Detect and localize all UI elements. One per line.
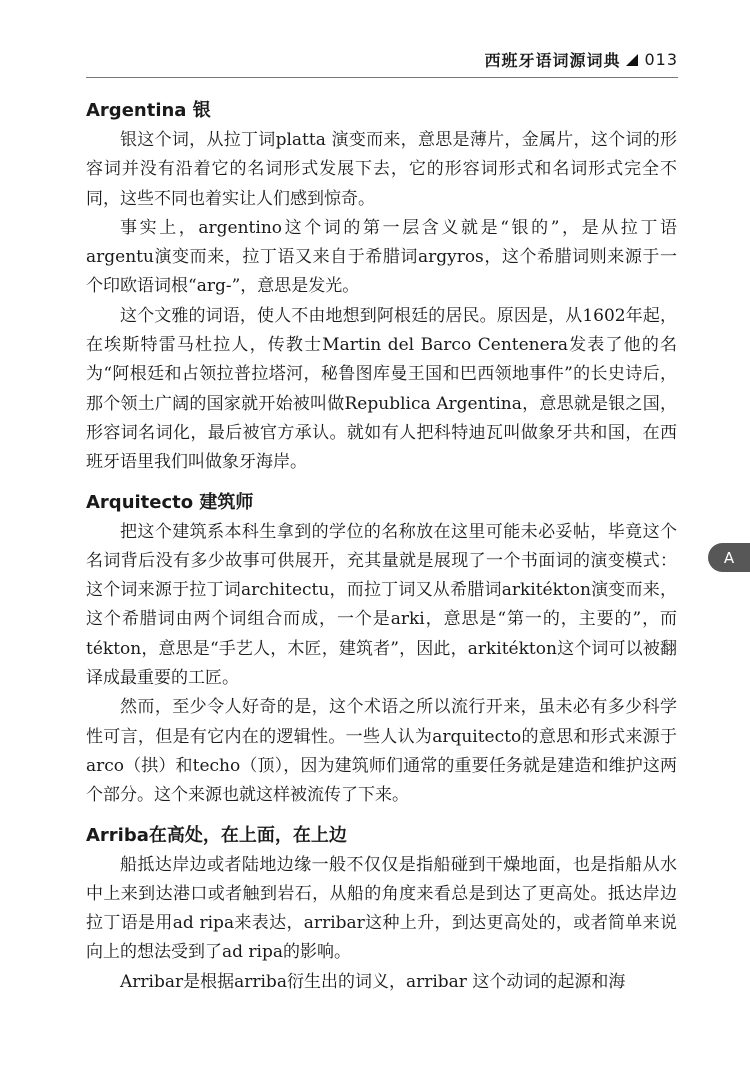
paragraph: 然而，至少令人好奇的是，这个术语之所以流行开来，虽未必有多少科学性可言，但是有它内在的逻辑性。一些人认为arquitecto的意思和形式来源于arco（拱）和techo（顶），因为建筑师们通常的重要任务就是建造和维护这两个部分。这个来源也就这样被流传了下来。 — [86, 697, 677, 806]
paragraph: 这个文雅的词语，使人不由地想到阿根廷的居民。原因是，从1602年起，在埃斯特雷马杜拉人，传教士Martin del Barco Centenera发表了他的名为“阿根廷和占领拉普拉塔河，秘鲁图库曼王国和巴西领地事件”的长史诗后，那个领土广阔的国家就开始被叫做Republica Argentina，意思就是银之国，形容词名词化，最后被官方承认。就如有人把科特迪瓦叫做象牙共和国，在西班牙语里我们叫做象牙海岸。 — [86, 305, 677, 473]
paragraph: 事实上，argentino这个词的第一层含义就是“银的”，是从拉丁语argentu演变而来，拉丁语又来自于希腊词argyros，这个希腊词则来源于一个印欧语词根“arg-”，意思是发光。 — [86, 217, 677, 297]
entry-title-arriba: Arriba在高处，在上面，在上边 — [86, 824, 347, 846]
paragraph: 把这个建筑系本科生拿到的学位的名称放在这里可能未必妥帖，毕竟这个名词背后没有多少故事可供展开，充其量就是展现了一个书面词的演变模式：这个词来源于拉丁词architectu，而拉丁词又从希腊词arkitékton演变而来，这个希腊词由两个词组合而成，一个是arki，意思是“第一的，主要的”，而tékton，意思是“手艺人，木匠，建筑者”，因此，arkitékton这个词可以被翻译成最重要的工匠。 — [86, 521, 677, 689]
running-header — [484, 48, 678, 71]
entry-title-argentina: Argentina 银 — [86, 100, 211, 121]
alphabet-tab — [708, 543, 750, 572]
triangle-marker-icon — [626, 54, 638, 66]
page-body — [86, 96, 677, 997]
paragraph: 船抵达岸边或者陆地边缘一般不仅仅是指船碰到干燥地面，也是指船从水中上来到达港口或者触到岩石，从船的角度来看总是到达了更高处。抵达岸边拉丁语是用ad ripa来表达，arribar这种上升，到达更高处的，或者简单来说向上的想法受到了ad ripa的影响。 — [86, 854, 677, 963]
alphabet-tab-letter: A — [723, 548, 735, 567]
paragraph: 银这个词，从拉丁词platta 演变而来，意思是薄片，金属片，这个词的形容词并没有沿着它的名词形式发展下去，它的形容词形式和名词形式完全不同，这些不同也着实让人们感到惊奇。 — [86, 130, 677, 209]
paragraph: Arribar是根据arriba衍生出的词义，arribar 这个动词的起源和海 — [120, 971, 626, 992]
page-number: 013 — [644, 50, 678, 69]
header-divider — [86, 77, 678, 78]
entry-title-arquitecto: Arquitecto 建筑师 — [86, 491, 254, 513]
book-title: 西班牙语词源词典 — [484, 51, 621, 70]
